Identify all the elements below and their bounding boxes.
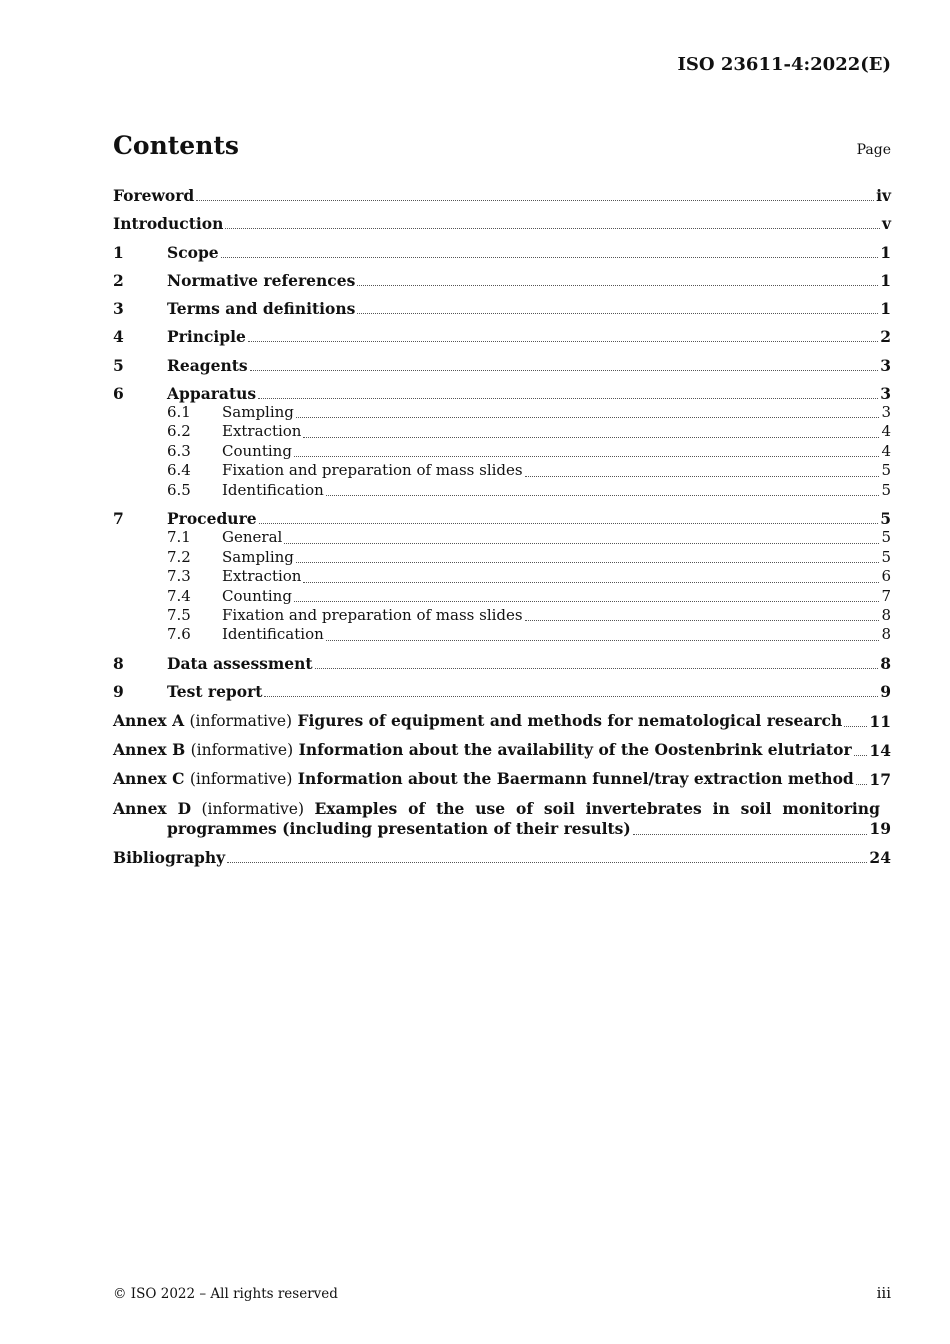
toc-subpage: 5 bbox=[881, 461, 891, 480]
dot-leader bbox=[844, 726, 867, 727]
annex-heading bbox=[113, 711, 842, 731]
dot-leader bbox=[303, 582, 879, 583]
dot-leader bbox=[259, 523, 879, 524]
toc-entry-annex[interactable] bbox=[113, 740, 891, 760]
toc-page: 1 bbox=[880, 270, 891, 290]
toc-entry[interactable] bbox=[113, 356, 891, 375]
toc-page: 5 bbox=[880, 509, 891, 529]
toc-entry[interactable] bbox=[113, 327, 891, 346]
dot-leader bbox=[294, 601, 880, 602]
dot-leader bbox=[258, 398, 878, 399]
footer-page-number: iii bbox=[876, 1284, 891, 1302]
toc-subentry[interactable] bbox=[113, 587, 891, 606]
toc-sublabel: Counting bbox=[222, 586, 292, 605]
toc-entry-annex[interactable] bbox=[113, 769, 891, 789]
toc-label: Foreword bbox=[113, 186, 195, 205]
toc-label: Reagents bbox=[167, 355, 248, 375]
toc-sublabel: Sampling bbox=[222, 547, 294, 566]
annex-informative: (informative) bbox=[201, 799, 305, 818]
dot-leader bbox=[294, 456, 880, 457]
dot-leader bbox=[357, 285, 878, 286]
toc-sublabel: Fixation and preparation of mass slides bbox=[222, 606, 523, 625]
annex-label: Annex B bbox=[113, 740, 186, 760]
toc-subpage: 5 bbox=[881, 480, 891, 499]
annex-heading bbox=[113, 769, 854, 789]
dot-leader bbox=[227, 862, 867, 863]
annex-title: Information about the Baermann funnel/tray extraction method bbox=[297, 769, 854, 789]
toc-entry-bibliography[interactable] bbox=[113, 848, 891, 867]
toc-entry[interactable] bbox=[113, 299, 891, 318]
toc-page: 3 bbox=[880, 355, 891, 375]
annex-title: Figures of equipment and methods for nematological research bbox=[297, 710, 843, 730]
toc-entry-annex[interactable] bbox=[113, 711, 891, 731]
page-title: Contents bbox=[113, 131, 240, 160]
toc-page: 19 bbox=[869, 818, 891, 838]
toc-label: Test report bbox=[167, 682, 263, 702]
toc-label: Data assessment bbox=[167, 654, 313, 674]
toc-entry-annex-d[interactable] bbox=[113, 799, 891, 839]
toc-page: 2 bbox=[880, 327, 891, 347]
toc-label: Introduction bbox=[113, 214, 224, 234]
dot-leader bbox=[264, 696, 878, 697]
dot-leader bbox=[856, 784, 868, 785]
toc-entry[interactable] bbox=[113, 186, 891, 205]
toc-subpage: 8 bbox=[881, 625, 891, 644]
document-id: ISO 23611-4:2022(E) bbox=[677, 54, 891, 75]
dot-leader bbox=[225, 228, 880, 229]
toc-page: 24 bbox=[869, 847, 891, 867]
toc-subpage: 4 bbox=[881, 441, 891, 460]
annex-title: Examples of the use of soil invertebrates in soil monitoring bbox=[314, 798, 880, 818]
toc-subpage: 5 bbox=[881, 547, 891, 566]
dot-leader bbox=[357, 313, 878, 314]
toc-subnumber: 6.1 bbox=[167, 403, 191, 422]
toc-number: 8 bbox=[113, 654, 124, 674]
dot-leader bbox=[633, 834, 868, 835]
dot-leader bbox=[296, 417, 880, 418]
toc-subnumber: 6.3 bbox=[167, 441, 191, 460]
toc-subentry[interactable] bbox=[113, 528, 891, 547]
toc-subentry[interactable] bbox=[113, 442, 891, 461]
annex-d-line-1 bbox=[113, 799, 891, 819]
toc-subnumber: 7.3 bbox=[167, 567, 191, 586]
dot-leader bbox=[303, 437, 879, 438]
toc-subnumber: 6.2 bbox=[167, 422, 191, 441]
annex-title-continued: programmes (including presentation of their results) bbox=[167, 818, 631, 838]
toc-page: 9 bbox=[880, 682, 891, 702]
toc-entries bbox=[113, 186, 891, 701]
annex-informative: (informative) bbox=[189, 770, 293, 789]
toc-number: 7 bbox=[113, 509, 124, 529]
toc-page: 17 bbox=[869, 770, 891, 790]
toc-subpage: 3 bbox=[881, 403, 891, 422]
toc-number: 3 bbox=[113, 299, 124, 319]
dot-leader bbox=[196, 200, 874, 201]
dot-leader bbox=[248, 341, 878, 342]
toc-subnumber: 7.2 bbox=[167, 547, 191, 566]
annex-heading bbox=[113, 740, 852, 760]
footer-copyright: © ISO 2022 – All rights reserved bbox=[113, 1286, 338, 1302]
toc-page: 1 bbox=[880, 299, 891, 319]
page-column-label: Page bbox=[856, 142, 891, 158]
toc-subentry[interactable] bbox=[113, 422, 891, 441]
toc-page: 8 bbox=[880, 654, 891, 674]
toc-subpage: 7 bbox=[881, 586, 891, 605]
toc-number: 9 bbox=[113, 682, 124, 702]
toc-label: Procedure bbox=[167, 509, 257, 529]
annex-informative: (informative) bbox=[189, 711, 293, 730]
toc-subentry[interactable] bbox=[113, 548, 891, 567]
dot-leader bbox=[284, 543, 879, 544]
dot-leader bbox=[326, 495, 880, 496]
toc-number: 6 bbox=[113, 384, 124, 404]
toc-subentry[interactable] bbox=[113, 625, 891, 644]
toc-entry[interactable] bbox=[113, 682, 891, 701]
annex-label: Annex C bbox=[113, 769, 185, 789]
toc-entry[interactable] bbox=[113, 214, 891, 233]
toc-subpage: 6 bbox=[881, 567, 891, 586]
toc-number: 2 bbox=[113, 270, 124, 290]
toc-subnumber: 7.5 bbox=[167, 606, 191, 625]
toc-subentry[interactable] bbox=[113, 606, 891, 625]
toc-label: Apparatus bbox=[167, 384, 257, 404]
dot-leader bbox=[221, 257, 879, 258]
toc-label: Normative references bbox=[167, 270, 356, 290]
toc-subentry[interactable] bbox=[113, 461, 891, 480]
toc-page: v bbox=[881, 214, 891, 234]
toc-sublabel: Extraction bbox=[222, 422, 302, 441]
toc-sublabel: Identification bbox=[222, 480, 324, 499]
toc-subpage: 4 bbox=[881, 422, 891, 441]
toc-entry[interactable] bbox=[113, 243, 891, 262]
toc-subentry[interactable] bbox=[113, 567, 891, 586]
toc-label: Bibliography bbox=[113, 847, 226, 867]
toc-subnumber: 6.4 bbox=[167, 461, 191, 480]
toc-subnumber: 6.5 bbox=[167, 480, 191, 499]
toc-number: 5 bbox=[113, 355, 124, 375]
annex-title: Information about the availability of the Oostenbrink elutriator bbox=[298, 740, 852, 760]
toc-entry[interactable] bbox=[113, 654, 891, 673]
toc-page: 11 bbox=[869, 711, 891, 731]
toc-sublabel: Fixation and preparation of mass slides bbox=[222, 461, 523, 480]
toc-number: 1 bbox=[113, 242, 124, 262]
toc-page: iv bbox=[876, 186, 891, 205]
toc-subentry[interactable] bbox=[113, 481, 891, 500]
toc-subentry[interactable] bbox=[113, 403, 891, 422]
dot-leader bbox=[315, 668, 879, 669]
annex-informative: (informative) bbox=[190, 741, 294, 760]
toc-subnumber: 7.4 bbox=[167, 586, 191, 605]
dot-leader bbox=[250, 370, 879, 371]
toc-label: Principle bbox=[167, 327, 246, 347]
toc-entry[interactable] bbox=[113, 271, 891, 290]
annex-d-line-2 bbox=[113, 819, 891, 839]
toc-label: Scope bbox=[167, 242, 219, 262]
toc-number: 4 bbox=[113, 327, 124, 347]
dot-leader bbox=[326, 640, 880, 641]
toc-sublabel: General bbox=[222, 528, 283, 547]
dot-leader bbox=[525, 620, 880, 621]
toc-entry[interactable] bbox=[113, 384, 891, 403]
dot-leader bbox=[525, 476, 880, 477]
toc-entry[interactable] bbox=[113, 509, 891, 528]
dot-leader bbox=[854, 755, 868, 756]
toc-page: 3 bbox=[880, 384, 891, 404]
toc-subnumber: 7.1 bbox=[167, 528, 191, 547]
toc-subpage: 8 bbox=[881, 606, 891, 625]
toc-page: 14 bbox=[869, 741, 891, 761]
toc-sublabel: Sampling bbox=[222, 403, 294, 422]
dot-leader bbox=[296, 562, 880, 563]
table-of-contents bbox=[113, 186, 891, 867]
toc-subnumber: 7.6 bbox=[167, 625, 191, 644]
toc-subpage: 5 bbox=[881, 528, 891, 547]
toc-annexes bbox=[113, 711, 891, 790]
toc-page: 1 bbox=[880, 242, 891, 262]
toc-sublabel: Identification bbox=[222, 625, 324, 644]
toc-label: Terms and definitions bbox=[167, 299, 356, 319]
annex-label: Annex D bbox=[113, 798, 192, 818]
annex-label: Annex A bbox=[113, 710, 185, 730]
toc-sublabel: Counting bbox=[222, 441, 292, 460]
toc-sublabel: Extraction bbox=[222, 567, 302, 586]
